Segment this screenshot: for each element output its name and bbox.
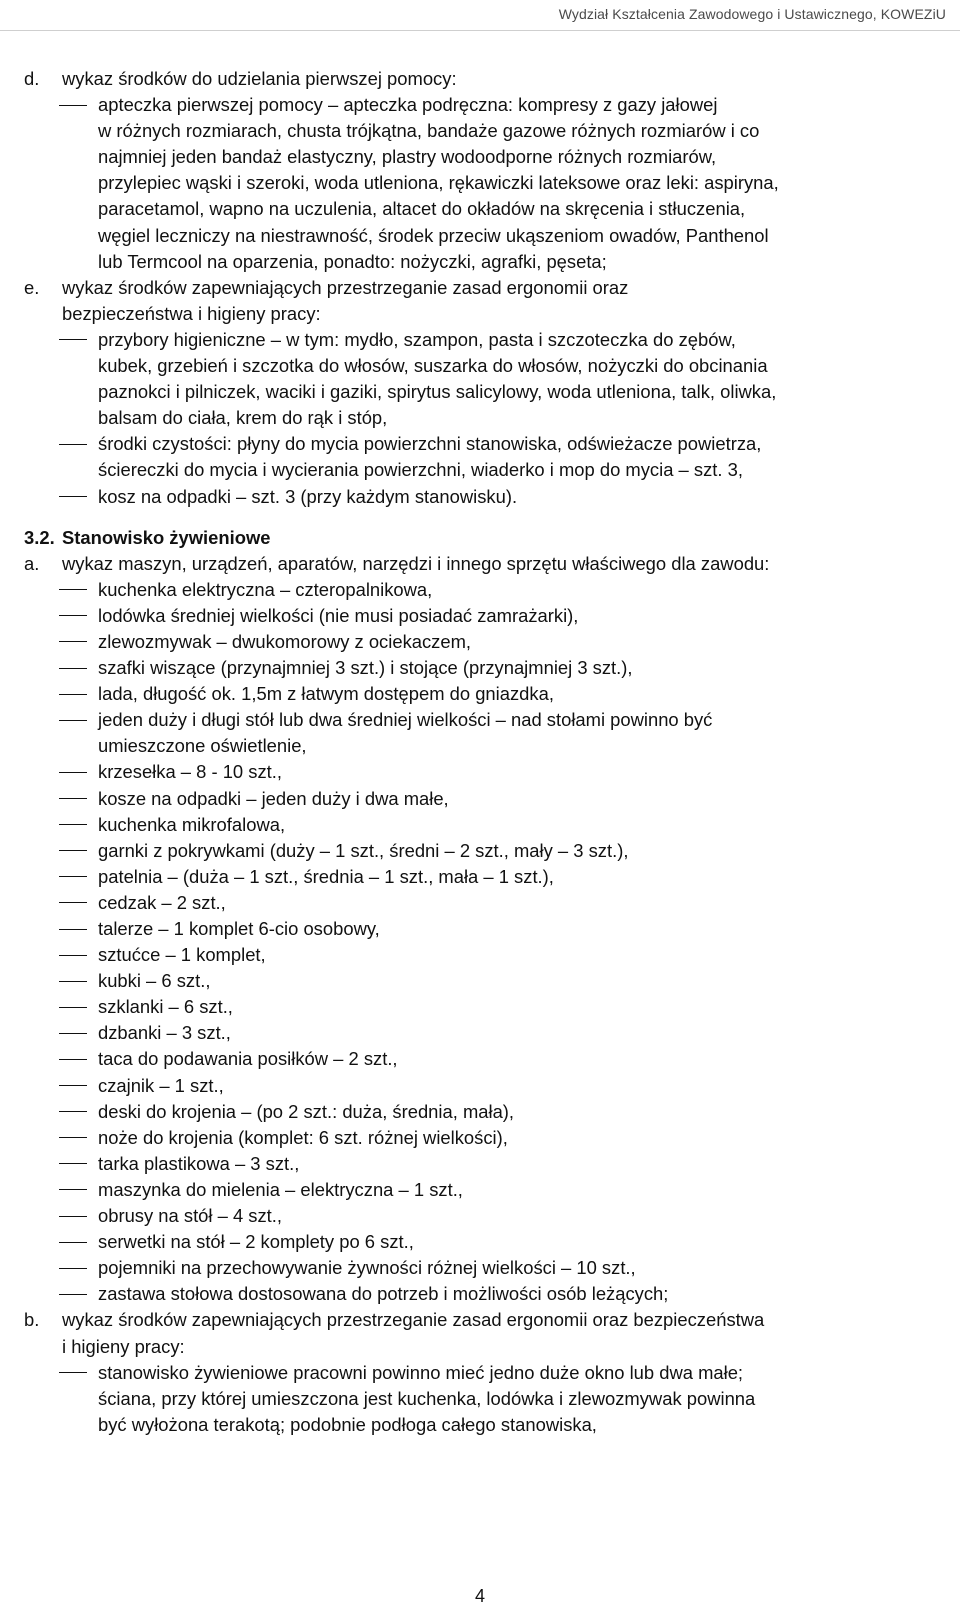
line-text: szafki wiszące (przynajmniej 3 szt.) i stojące (przynajmniej 3 szt.), <box>98 657 633 679</box>
line-text: lodówka średniej wielkości (nie musi posiadać zamrażarki), <box>98 604 579 626</box>
bullet-item <box>0 759 960 785</box>
line-text: kosze na odpadki – jeden duży i dwa małe, <box>98 787 449 809</box>
line-text: paznokci i pilniczek, waciki i gaziki, spirytus salicylowy, woda utleniona, talk, oliwka, <box>98 381 777 403</box>
bullet-item <box>0 484 960 510</box>
bullet-item-continuation <box>0 196 960 222</box>
dash-bullet-icon <box>59 589 87 590</box>
dash-bullet-icon <box>59 1268 87 1269</box>
dash-bullet-icon <box>59 1189 87 1190</box>
line-text: zastawa stołowa dostosowana do potrzeb i możliwości osób leżących; <box>98 1283 669 1305</box>
dash-bullet-icon <box>59 615 87 616</box>
line-text: balsam do ciała, krem do rąk i stóp, <box>98 407 388 429</box>
line-text: krzesełka – 8 - 10 szt., <box>98 761 282 783</box>
bullet-item <box>0 577 960 603</box>
page-number: 4 <box>474 1586 485 1606</box>
line-text: garnki z pokrywkami (duży – 1 szt., średni – 2 szt., mały – 3 szt.), <box>98 839 629 861</box>
bullet-item <box>0 1046 960 1072</box>
line-text: lada, długość ok. 1,5m z łatwym dostępem do gniazdka, <box>98 683 554 705</box>
list-item <box>0 551 960 577</box>
dash-bullet-icon <box>59 929 87 930</box>
line-text: kuchenka mikrofalowa, <box>98 813 286 835</box>
line-text: kosz na odpadki – szt. 3 (przy każdym stanowisku). <box>98 485 518 507</box>
line-text: lub Termcool na oparzenia, ponadto: nożyczki, agrafki, pęseta; <box>98 250 607 272</box>
dash-bullet-icon <box>59 1111 87 1112</box>
bullet-item <box>0 1203 960 1229</box>
dash-bullet-icon <box>59 1007 87 1008</box>
line-text: najmniej jeden bandaż elastyczny, plastry wodoodporne różnych rozmiarów, <box>98 146 717 168</box>
bullet-item <box>0 629 960 655</box>
bullet-item <box>0 603 960 629</box>
line-text: cedzak – 2 szt., <box>98 891 226 913</box>
line-text: środki czystości: płyny do mycia powierzchni stanowiska, odświeżacze powietrza, <box>98 433 762 455</box>
line-text: serwetki na stół – 2 komplety po 6 szt., <box>98 1231 414 1253</box>
bullet-item <box>0 1125 960 1151</box>
line-text: umieszczone oświetlenie, <box>98 735 307 757</box>
line-text: wykaz środków zapewniających przestrzeganie zasad ergonomii oraz <box>62 276 629 298</box>
bullet-item <box>0 655 960 681</box>
line-text: sztućce – 1 komplet, <box>98 944 266 966</box>
line-text: być wyłożona terakotą; podobnie podłoga całego stanowiska, <box>98 1413 597 1435</box>
list-item-continuation <box>0 301 960 327</box>
dash-bullet-icon <box>59 496 87 497</box>
line-text: tarka plastikowa – 3 szt., <box>98 1152 300 1174</box>
bullet-item <box>0 707 960 733</box>
bullet-item <box>0 786 960 812</box>
line-text: kubki – 6 szt., <box>98 970 211 992</box>
dash-bullet-icon <box>59 1294 87 1295</box>
line-text: przybory higieniczne – w tym: mydło, szampon, pasta i szczoteczka do zębów, <box>98 328 736 350</box>
bullet-item-continuation <box>0 1412 960 1438</box>
bullet-item <box>0 916 960 942</box>
dash-bullet-icon <box>59 1137 87 1138</box>
line-text: dzbanki – 3 szt., <box>98 1022 231 1044</box>
list-item <box>0 66 960 92</box>
line-text: apteczka pierwszej pomocy – apteczka podręczna: kompresy z gazy jałowej <box>98 94 718 116</box>
line-text: bezpieczeństwa i higieny pracy: <box>62 302 321 324</box>
line-text: ściana, przy której umieszczona jest kuchenka, lodówka i zlewozmywak powinna <box>98 1387 756 1409</box>
bullet-item-continuation <box>0 223 960 249</box>
line-text: ściereczki do mycia i wycierania powierzchni, wiaderko i mop do mycia – szt. 3, <box>98 459 743 481</box>
list-item <box>0 275 960 301</box>
line-text: kubek, grzebień i szczotka do włosów, suszarka do włosów, nożyczki do obcinania <box>98 355 768 377</box>
dash-bullet-icon <box>59 1372 87 1373</box>
running-header: Wydział Kształcenia Zawodowego i Ustawicznego, KOWEZiU <box>558 6 946 22</box>
dash-bullet-icon <box>59 902 87 903</box>
dash-bullet-icon <box>59 1085 87 1086</box>
bullet-item <box>0 1099 960 1125</box>
bullet-item <box>0 1073 960 1099</box>
bullet-item-continuation <box>0 118 960 144</box>
dash-bullet-icon <box>59 1059 87 1060</box>
header-rule <box>0 30 960 31</box>
bullet-item-continuation <box>0 353 960 379</box>
list-marker: e. <box>24 276 40 298</box>
bullet-item <box>0 1360 960 1386</box>
bullet-item <box>0 812 960 838</box>
line-text: patelnia – (duża – 1 szt., średnia – 1 szt., mała – 1 szt.), <box>98 865 554 887</box>
line-text: wykaz maszyn, urządzeń, aparatów, narzędzi i innego sprzętu właściwego dla zawodu: <box>62 552 770 574</box>
bullet-item-continuation <box>0 1386 960 1412</box>
bullet-item <box>0 681 960 707</box>
line-text: stanowisko żywieniowe pracowni powinno mieć jedno duże okno lub dwa małe; <box>98 1361 744 1383</box>
bullet-item <box>0 1177 960 1203</box>
line-text: zlewozmywak – dwukomorowy z ociekaczem, <box>98 630 472 652</box>
bullet-item <box>0 1281 960 1307</box>
list-item-continuation <box>0 1334 960 1360</box>
line-text: taca do podawania posiłków – 2 szt., <box>98 1048 398 1070</box>
dash-bullet-icon <box>59 876 87 877</box>
line-text: pojemniki na przechowywanie żywności różnej wielkości – 10 szt., <box>98 1257 636 1279</box>
bullet-item <box>0 1151 960 1177</box>
list-marker: b. <box>24 1309 40 1331</box>
line-text: wykaz środków zapewniających przestrzeganie zasad ergonomii oraz bezpieczeństwa <box>62 1309 765 1331</box>
bullet-item <box>0 327 960 353</box>
dash-bullet-icon <box>59 824 87 825</box>
bullet-item <box>0 994 960 1020</box>
bullet-item <box>0 968 960 994</box>
line-text: kuchenka elektryczna – czteropalnikowa, <box>98 578 433 600</box>
line-text: czajnik – 1 szt., <box>98 1074 224 1096</box>
line-text: deski do krojenia – (po 2 szt.: duża, średnia, mała), <box>98 1100 515 1122</box>
bullet-item-continuation <box>0 457 960 483</box>
bullet-item <box>0 890 960 916</box>
dash-bullet-icon <box>59 641 87 642</box>
list-marker: a. <box>24 552 40 574</box>
dash-bullet-icon <box>59 339 87 340</box>
dash-bullet-icon <box>59 1216 87 1217</box>
dash-bullet-icon <box>59 798 87 799</box>
line-text: Stanowisko żywieniowe <box>62 526 271 548</box>
line-text: maszynka do mielenia – elektryczna – 1 szt., <box>98 1178 463 1200</box>
bullet-item-continuation <box>0 733 960 759</box>
dash-bullet-icon <box>59 850 87 851</box>
line-text: w różnych rozmiarach, chusta trójkątna, bandaże gazowe różnych rozmiarów i co <box>98 120 760 142</box>
dash-bullet-icon <box>59 444 87 445</box>
line-text: przylepiec wąski i szeroki, woda utleniona, rękawiczki lateksowe oraz leki: aspiryna, <box>98 172 779 194</box>
dash-bullet-icon <box>59 1033 87 1034</box>
bullet-item-continuation <box>0 405 960 431</box>
bullet-item <box>0 864 960 890</box>
bullet-item-continuation <box>0 170 960 196</box>
dash-bullet-icon <box>59 955 87 956</box>
dash-bullet-icon <box>59 668 87 669</box>
line-text: wykaz środków do udzielania pierwszej pomocy: <box>62 68 457 89</box>
bullet-item <box>0 942 960 968</box>
dash-bullet-icon <box>59 981 87 982</box>
line-text: jeden duży i długi stół lub dwa średniej wielkości – nad stołami powinno być <box>98 709 713 731</box>
bullet-item <box>0 431 960 457</box>
line-text: i higieny pracy: <box>62 1335 185 1357</box>
list-marker: d. <box>24 68 40 89</box>
bullet-item <box>0 1020 960 1046</box>
bullet-item <box>0 1229 960 1255</box>
bullet-item-continuation <box>0 379 960 405</box>
line-text: szklanki – 6 szt., <box>98 996 233 1018</box>
line-text: noże do krojenia (komplet: 6 szt. różnej wielkości), <box>98 1126 508 1148</box>
line-text: węgiel leczniczy na niestrawność, środek przeciw ukąszeniom owadów, Panthenol <box>98 224 769 246</box>
section-heading <box>0 525 960 551</box>
dash-bullet-icon <box>59 105 87 106</box>
line-text: obrusy na stół – 4 szt., <box>98 1205 282 1227</box>
section-number: 3.2. <box>24 526 55 548</box>
list-item <box>0 1307 960 1333</box>
dash-bullet-icon <box>59 1242 87 1243</box>
bullet-item-continuation <box>0 249 960 275</box>
dash-bullet-icon <box>59 694 87 695</box>
line-text: talerze – 1 komplet 6-cio osobowy, <box>98 918 380 939</box>
bullet-item <box>0 1255 960 1281</box>
bullet-item-continuation <box>0 144 960 170</box>
dash-bullet-icon <box>59 720 87 721</box>
dash-bullet-icon <box>59 1163 87 1164</box>
document-body <box>0 66 960 1438</box>
bullet-item <box>0 838 960 864</box>
section-gap <box>0 510 960 525</box>
dash-bullet-icon <box>59 772 87 773</box>
line-text: paracetamol, wapno na uczulenia, altacet do okładów na skręcenia i stłuczenia, <box>98 198 746 220</box>
bullet-item <box>0 92 960 118</box>
